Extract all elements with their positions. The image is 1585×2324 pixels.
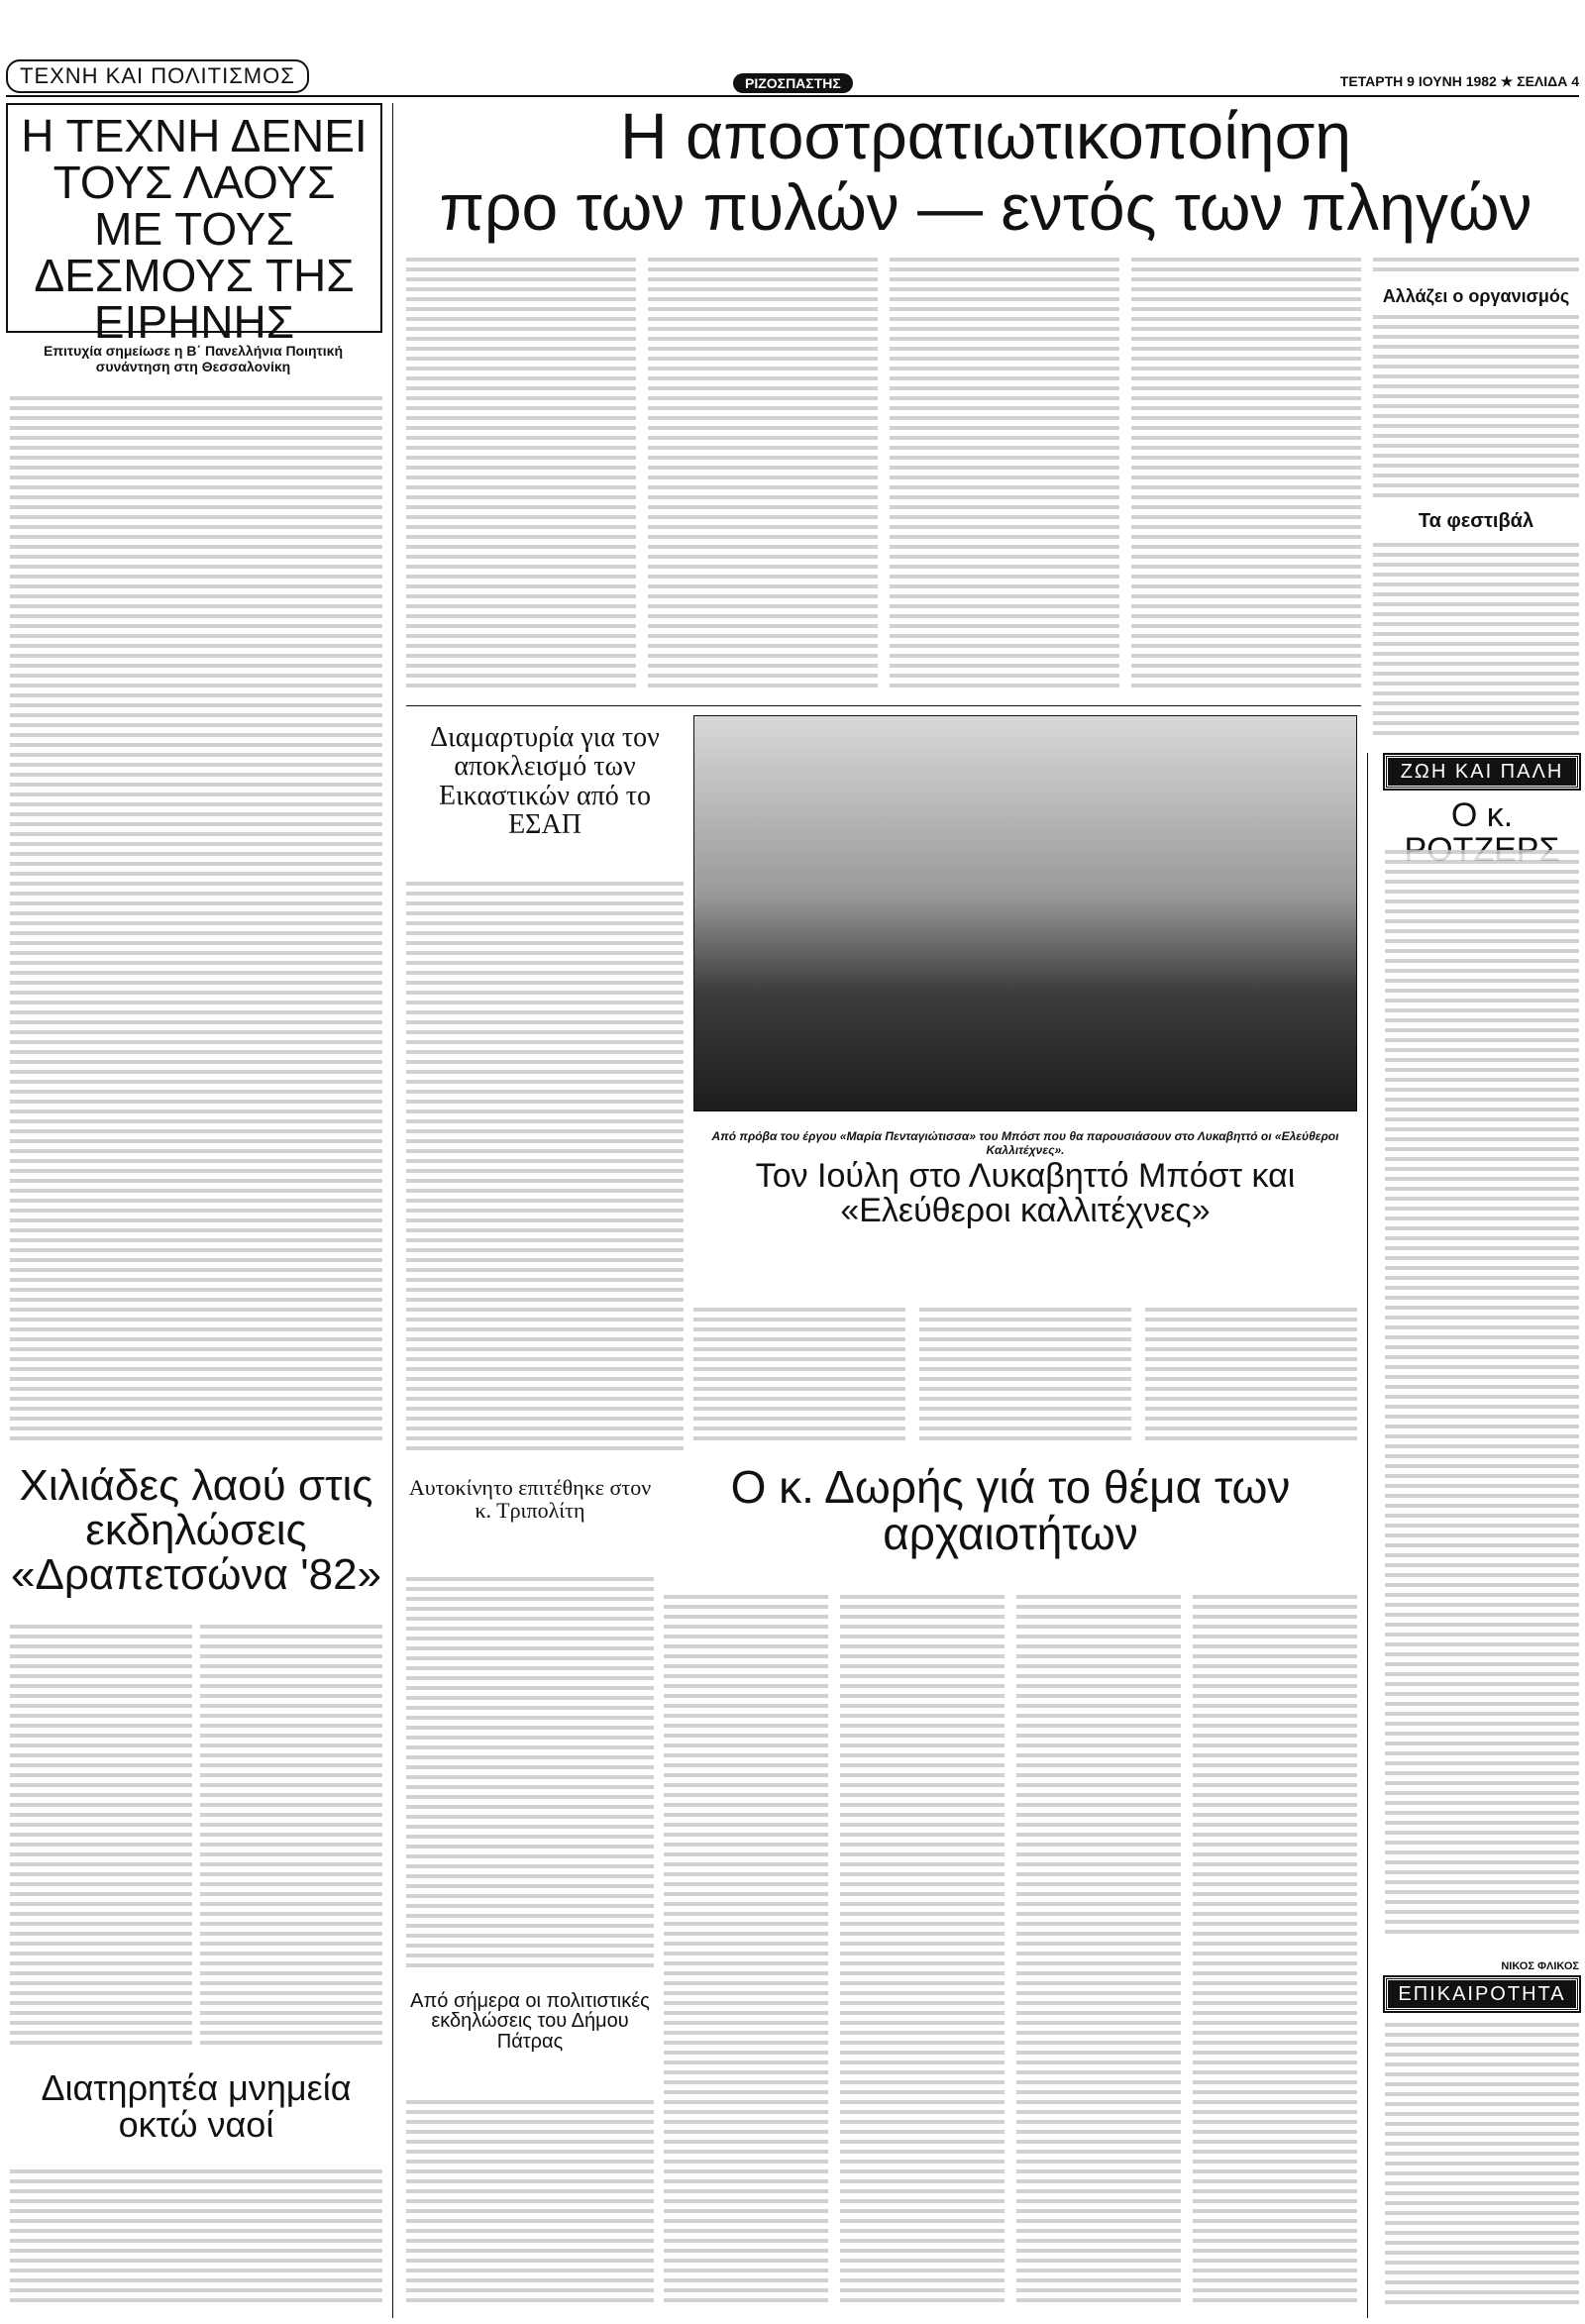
- drapetsona-headline: Χιλιάδες λαού στις εκδηλώσεις «Δραπετσώνα '82»: [10, 1461, 382, 1599]
- left-feature-headline-box: [6, 103, 382, 348]
- masthead-rule: [6, 95, 1579, 97]
- life-headline: Ο κ.: [1450, 796, 1514, 834]
- patras-body: [406, 2100, 654, 2308]
- current-body: [1385, 2023, 1579, 2310]
- life-author: ΝΙΚΟΣ ΦΛΙΚΟΣ: [1501, 1960, 1579, 1972]
- doris-body-col1: [664, 1595, 828, 2308]
- main-headline-line1: Η αποστρατιωτικοποίηση: [619, 99, 1352, 172]
- life-body: [1385, 850, 1579, 1940]
- lycabettus-body-col1: [693, 1308, 905, 1446]
- organization-intro: [1373, 258, 1579, 273]
- main-article-body-col2: [648, 258, 878, 693]
- tripoli-body: [406, 1577, 654, 1973]
- patras-headline: Από σήμερα οι πολιτιστικές εκδηλώσεις του Δήμου Πάτρας: [410, 1990, 650, 2053]
- monuments-headline: Διατηρητέα μνημεία οκτώ ναοί: [41, 2067, 352, 2145]
- current-section-tag: ΕΠΙΚΑΙΡΟΤΗΤΑ: [1385, 1977, 1579, 2011]
- column-divider-right: [1367, 753, 1368, 2318]
- doris-body-col3: [1016, 1595, 1181, 2308]
- life-section-tag: ΖΩΗ ΚΑΙ ΠΑΛΗ: [1385, 755, 1579, 789]
- performance-photo: [693, 715, 1357, 1111]
- lycabettus-headline: Τον Ιούλη στο Λυκαβηττό Μπόστ και «Ελεύθεροι καλλιτέχνες»: [755, 1157, 1296, 1229]
- protest-body: [406, 882, 684, 1456]
- monuments-body: [10, 2169, 382, 2308]
- newspaper-name: ΡΙΖΟΣΠΑΣΤΗΣ: [733, 73, 853, 93]
- lycabettus-body-col3: [1145, 1308, 1357, 1446]
- protest-headline: Διαμαρτυρία για τον αποκλεισμό των Εικαστικών από το ΕΣΑΠ: [430, 722, 660, 841]
- section-title: ΤΕΧΝΗ ΚΑΙ ΠΟΛΙΤΙΣΜΟΣ: [6, 59, 309, 93]
- organization-headline: Αλλάζει ο οργανισμός: [1382, 286, 1570, 306]
- drapetsona-body-col2: [200, 1625, 382, 2051]
- main-article-body-col1: [406, 258, 636, 693]
- section-rule: [406, 705, 1361, 706]
- photo-caption: Από πρόβα του έργου «Μαρία Πενταγιώτισσα» του Μπόστ που θα παρουσιάσουν στο Λυκαβηττό οι «Ελεύθεροι Καλλιτέχνες».: [711, 1129, 1339, 1157]
- main-article-body-col4: [1131, 258, 1361, 693]
- main-article-body-col3: [890, 258, 1119, 693]
- doris-headline: Ο κ. Δωρής γιά το θέμα των αρχαιοτήτων: [730, 1461, 1291, 1559]
- left-feature-subheadline: Επιτυχία σημείωσε η Β΄ Πανελλήνια Ποιητική συνάντηση στη Θεσσαλονίκη: [43, 343, 344, 374]
- doris-body-col2: [840, 1595, 1004, 2308]
- column-divider-left: [392, 103, 393, 2318]
- left-feature-headline: Η ΤΕΧΝΗ ΔΕΝΕΙ ΤΟΥΣ ΛΑΟΥΣ ΜΕ ΤΟΥΣ ΔΕΣΜΟΥΣ ΤΗΣ ΕΙΡΗΝΗΣ: [21, 110, 368, 348]
- drapetsona-body-col1: [10, 1625, 192, 2051]
- festivals-body: [1373, 543, 1579, 741]
- tripoli-headline: Αυτοκίνητο επιτέθηκε στον κ. Τριπολίτη: [408, 1475, 652, 1524]
- organization-body: [1373, 315, 1579, 499]
- festivals-headline: Τα φεστιβάλ: [1418, 510, 1534, 532]
- left-feature-body: [10, 396, 382, 1446]
- lycabettus-body-col2: [919, 1308, 1131, 1446]
- main-headline-line2: προ των πυλών — εντός των πληγών: [439, 170, 1532, 244]
- dateline: ΤΕΤΑΡΤΗ 9 ΙΟΥΝΗ 1982 ★ ΣΕΛΙΔΑ 4: [1339, 73, 1579, 89]
- doris-body-col4: [1193, 1595, 1357, 2308]
